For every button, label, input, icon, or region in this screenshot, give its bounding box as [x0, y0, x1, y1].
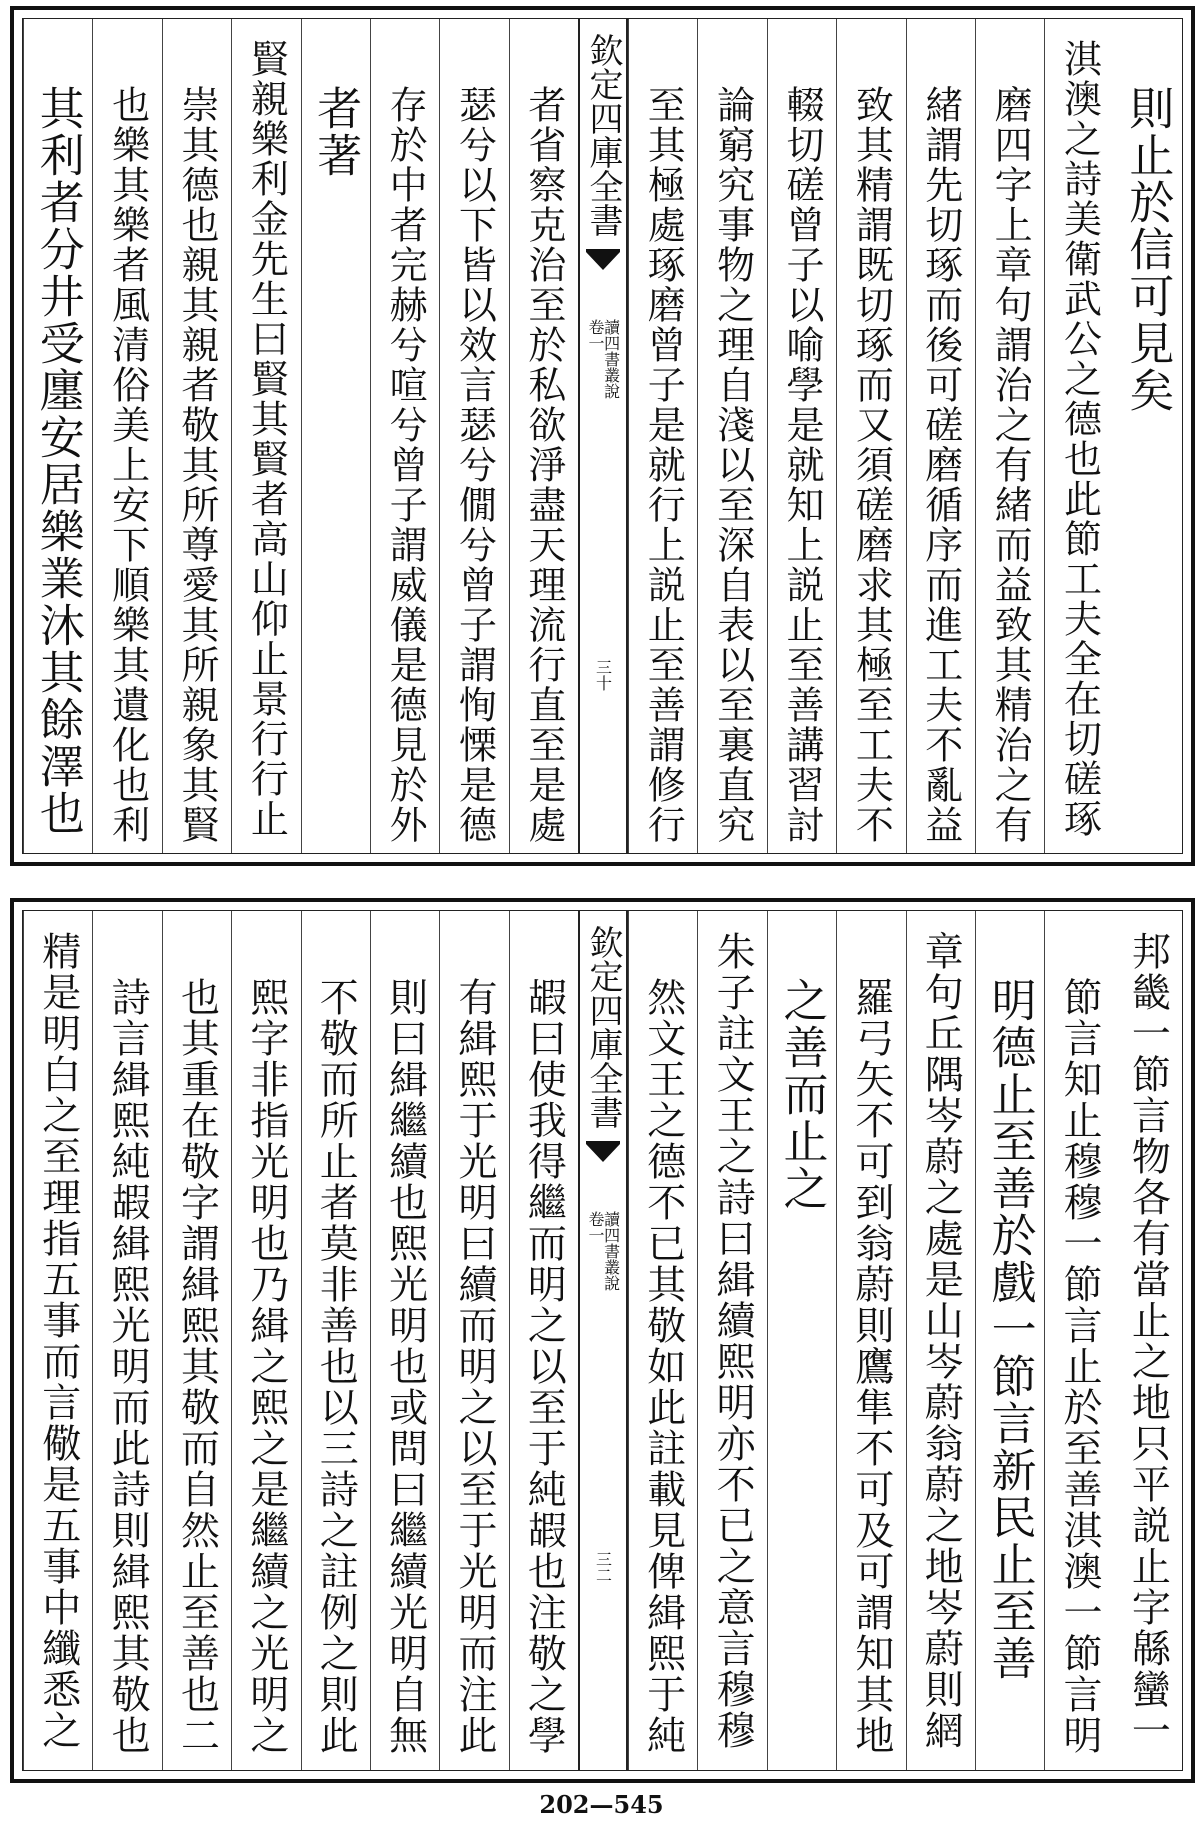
- text-column: [1044, 19, 1113, 853]
- column-text: 章句丘隅岑蔚之處是山岑蔚翁蔚之地岑蔚則網: [918, 931, 964, 1751]
- text-column: [906, 911, 975, 1770]
- gutter-title: 欽定四庫全書: [583, 925, 623, 1129]
- column-text: 致其精謂既切琢而又須磋磨求其極至工夫不: [849, 85, 894, 845]
- column-text: 其利者分井受廛安居樂業沐其餘澤也: [31, 85, 85, 837]
- column-text: 淇澳之詩美衛武公之德也此節工夫全在切磋琢: [1057, 39, 1102, 839]
- top-page: [10, 6, 1195, 866]
- column-text: 則曰緝繼續也熙光明也或問曰繼續光明自無: [382, 977, 428, 1756]
- column-text: 論窮究事物之理自淺以至深自表以至裏直究: [710, 85, 755, 845]
- fish-tail-ornament: [586, 1141, 620, 1172]
- column-text: 朱子註文王之詩曰緝續熙明亦不已之意言穆穆: [710, 931, 756, 1751]
- text-column: [1114, 911, 1182, 1770]
- text-column: [836, 19, 905, 853]
- column-text: 羅弓矢不可到翁蔚則鷹隼不可及可謂知其地: [848, 977, 894, 1756]
- column-text: 詩言緝熙純嘏緝熙光明而此詩則緝熙其敬也: [105, 977, 151, 1756]
- column-text: 精是明白之至理指五事而言儆是五事中纖悉之: [35, 931, 81, 1751]
- text-column: [23, 19, 92, 853]
- text-column: [162, 911, 231, 1770]
- column-text: 者省察克治至於私欲淨盡天理流行直至是處: [521, 85, 566, 845]
- bottom-page-frame: [22, 910, 1183, 1771]
- text-column: [231, 19, 300, 853]
- column-text: 者著: [309, 85, 363, 179]
- text-column: [697, 19, 766, 853]
- column-text: 至其極處琢磨曾子是就行上説止至善謂修行: [641, 85, 686, 845]
- column-text: 之善而止之: [775, 977, 829, 1212]
- column-text: 邦畿一節言物各有當止之地只平説止字緜蠻一: [1125, 931, 1171, 1751]
- page-gutter: [578, 911, 628, 1770]
- text-column: [370, 911, 439, 1770]
- text-column: [628, 911, 697, 1770]
- text-column: [1114, 19, 1182, 853]
- gutter-page-number: 三二: [593, 1551, 613, 1583]
- text-column: [23, 911, 92, 1770]
- column-text: 也樂其樂者風清俗美上安下順樂其遺化也利: [105, 85, 150, 845]
- text-column: [1044, 911, 1113, 1770]
- bottom-page: [10, 898, 1195, 1783]
- column-text: 然文王之德不已其敬如此註載見俾緝熙于純: [640, 977, 686, 1756]
- gutter-book-title: 讀四書叢說: [601, 1211, 621, 1291]
- text-column: [509, 19, 578, 853]
- column-text: 嘏曰使我得繼而明之以至于純嘏也注敬之學: [521, 977, 567, 1756]
- column-text: 也其重在敬字謂緝熙其敬而自然止至善也二: [174, 977, 220, 1756]
- page-footer-number: 202—545: [539, 1790, 664, 1819]
- column-text: 存於中者完赫兮喧兮曾子謂威儀是德見於外: [383, 85, 428, 845]
- text-column: [628, 19, 697, 853]
- gutter-volume: 卷一: [586, 1211, 605, 1243]
- column-text: 則止於信可見矣: [1121, 85, 1175, 414]
- column-text: 輟切磋曾子以喻學是就知上説止至善講習討: [779, 85, 824, 845]
- column-text: 緒謂先切琢而後可磋磨循序而進工夫不亂益: [918, 85, 963, 845]
- gutter-book-title: 讀四書叢說: [601, 319, 621, 399]
- fish-tail-ornament: [586, 249, 620, 280]
- text-column: [509, 911, 578, 1770]
- gutter-title: 欽定四庫全書: [583, 33, 623, 237]
- text-column: [439, 19, 508, 853]
- text-column: [92, 911, 161, 1770]
- text-column: [370, 19, 439, 853]
- column-text: 不敬而所止者莫非善也以三詩之註例之則此: [313, 977, 359, 1756]
- column-text: 賢親樂利金先生曰賢其賢者高山仰止景行行止: [244, 39, 289, 839]
- column-text: 熙字非指光明也乃緝之熙之是繼續之光明之: [243, 977, 289, 1756]
- text-column: [906, 19, 975, 853]
- text-column: [975, 19, 1044, 853]
- column-text: 明德止至善於戲一節言新民止至善: [983, 977, 1037, 1682]
- text-column: [836, 911, 905, 1770]
- text-column: [231, 911, 300, 1770]
- text-column: [301, 911, 370, 1770]
- top-page-frame: [22, 18, 1183, 854]
- text-column: [767, 911, 836, 1770]
- text-column: [767, 19, 836, 853]
- text-column: [439, 911, 508, 1770]
- column-text: 瑟兮以下皆以效言瑟兮僩兮曾子謂恂慄是德: [452, 85, 497, 845]
- text-column: [301, 19, 370, 853]
- text-column: [975, 911, 1044, 1770]
- text-column: [697, 911, 766, 1770]
- column-text: 有緝熙于光明曰續而明之以至于光明而注此: [451, 977, 497, 1756]
- page-gutter: [578, 19, 628, 853]
- text-column: [162, 19, 231, 853]
- gutter-volume: 卷一: [586, 319, 605, 351]
- column-text: 崇其德也親其親者敬其所尊愛其所親象其賢: [174, 85, 219, 845]
- column-text: 磨四字上章句謂治之有緒而益致其精治之有: [988, 85, 1033, 845]
- column-text: 節言知止穆穆一節言止於至善淇澳一節言明: [1056, 977, 1102, 1756]
- gutter-page-number: 三十: [593, 659, 613, 691]
- text-column: [92, 19, 161, 853]
